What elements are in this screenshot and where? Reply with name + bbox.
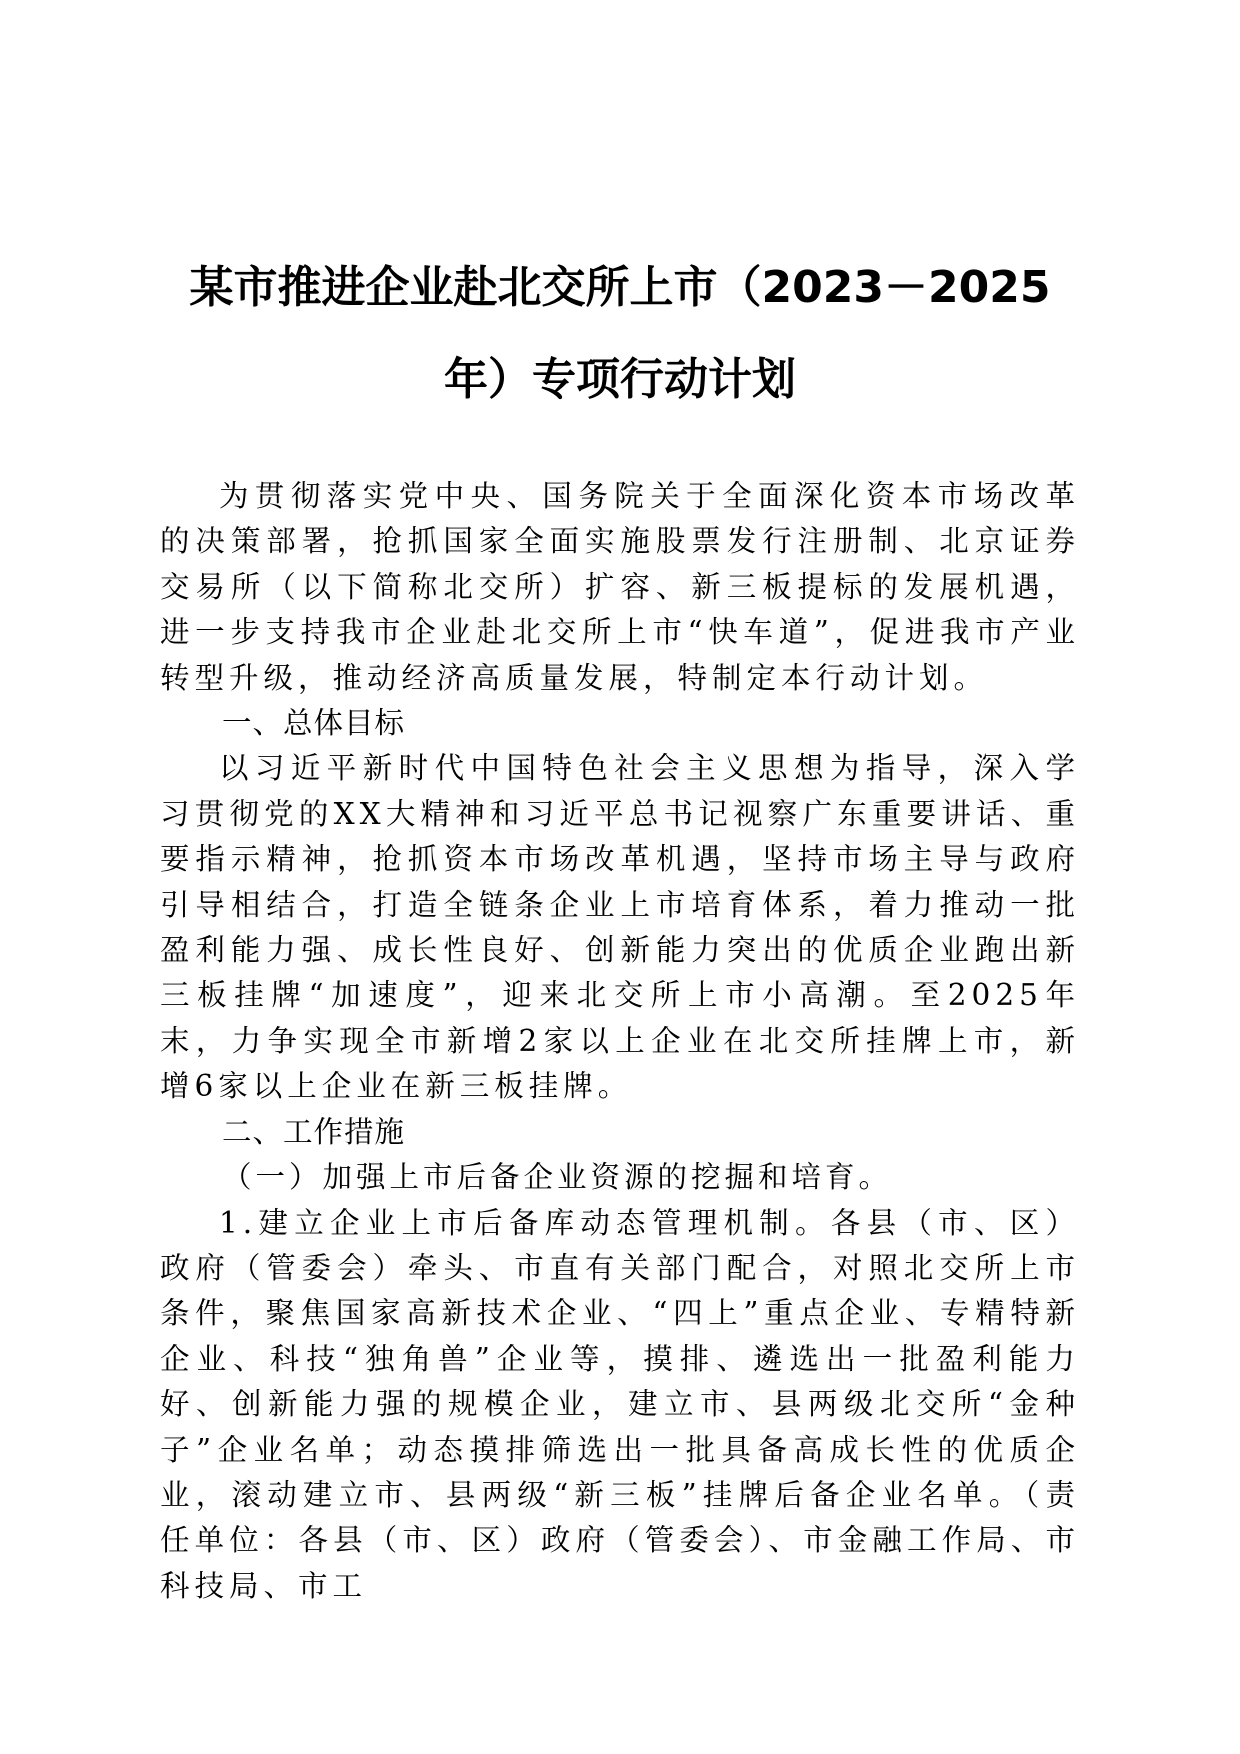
document-title-line-1: 某市推进企业赴北交所上市（2023－2025: [189, 262, 1051, 313]
section-heading-overall-goals: 一、总体目标: [222, 706, 406, 741]
section-heading-work-measures: 二、工作措施: [222, 1114, 406, 1149]
overall-goals-paragraph: 以习近平新时代中国特色社会主义思想为指导，深入学习贯彻党的XX大精神和习近平总书记视察广东重要讲话、重要指示精神，抢抓资本市场改革机遇，坚持市场主导与政府引导相结合，打造全链条企业上市培育体系，着力推动一批盈利能力强、成长性良好、创新能力突出的优质企业跑出新三板挂牌“加速度”，迎来北交所上市小高潮。至2025年末，力争实现全市新增2家以上企业在北交所挂牌上市，新增6家以上企业在新三板挂牌。: [160, 751, 1080, 1104]
intro-paragraph: 为贯彻落实党中央、国务院关于全面深化资本市场改革的决策部署，抢抓国家全面实施股票发行注册制、北京证券交易所（以下简称北交所）扩容、新三板提标的发展机遇，进一步支持我市企业赴北交所上市“快车道”，促进我市产业转型升级，推动经济高质量发展，特制定本行动计划。: [160, 479, 1080, 695]
document-body: [160, 474, 1080, 1609]
document-title-line-2: 年）专项行动计划: [444, 354, 796, 405]
item-1-paragraph: 1.建立企业上市后备库动态管理机制。各县（市、区）政府（管委会）牵头、市直有关部门配合，对照北交所上市条件，聚焦国家高新技术企业、“四上”重点企业、专精特新企业、科技“独角兽”企业等，摸排、遴选出一批盈利能力好、创新能力强的规模企业，建立市、县两级北交所“金种子”企业名单；动态摸排筛选出一批具备高成长性的优质企业，滚动建立市、县两级“新三板”挂牌后备企业名单。（责任单位：各县（市、区）政府（管委会）、市金融工作局、市科技局、市工: [160, 1205, 1080, 1603]
subsection-heading-reserve-enterprises: （一）加强上市后备企业资源的挖掘和培育。: [222, 1160, 893, 1195]
